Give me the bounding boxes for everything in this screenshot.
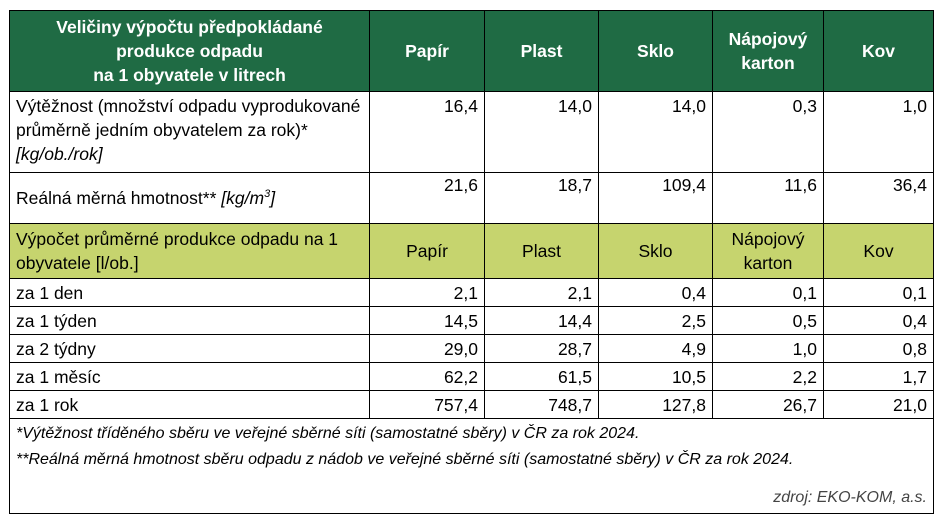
density-value-glass: 109,4 xyxy=(599,173,713,224)
header-col-beverage-carton: Nápojový karton xyxy=(713,11,824,92)
main-header-title-line: Veličiny výpočtu předpokládané xyxy=(56,17,323,37)
footnotes-cell xyxy=(10,419,934,514)
row-value-glass: 0,4 xyxy=(599,279,713,307)
density-value-paper: 21,6 xyxy=(370,173,485,224)
row-value-beverage-carton: 2,2 xyxy=(713,363,824,391)
yield-unit: [kg/ob./rok] xyxy=(16,144,103,164)
yield-value-beverage-carton: 0,3 xyxy=(713,92,824,173)
row-value-glass: 127,8 xyxy=(599,391,713,419)
table-row xyxy=(10,279,934,307)
yield-value-glass: 14,0 xyxy=(599,92,713,173)
row-value-metal: 0,8 xyxy=(824,335,934,363)
yield-label: Výtěžnost (množství odpadu vyprodukované průměrně jedním obyvatelem za rok)* xyxy=(16,96,361,140)
main-header-title-line: na 1 obyvatele v litrech xyxy=(93,65,286,85)
row-value-metal: 0,1 xyxy=(824,279,934,307)
row-value-glass: 2,5 xyxy=(599,307,713,335)
row-value-beverage-carton: 0,5 xyxy=(713,307,824,335)
row-value-plastic: 61,5 xyxy=(485,363,599,391)
main-header-title xyxy=(10,11,370,92)
main-header-title-line: produkce odpadu xyxy=(116,41,263,61)
row-label: za 1 měsíc xyxy=(10,363,370,391)
density-unit-end: ] xyxy=(270,188,276,208)
row-label: za 1 týden xyxy=(10,307,370,335)
row-value-paper: 62,2 xyxy=(370,363,485,391)
row-value-beverage-carton: 1,0 xyxy=(713,335,824,363)
yield-row xyxy=(10,92,934,173)
row-value-beverage-carton: 26,7 xyxy=(713,391,824,419)
density-value-beverage-carton: 11,6 xyxy=(713,173,824,224)
yield-label-cell xyxy=(10,92,370,173)
density-value-metal: 36,4 xyxy=(824,173,934,224)
row-value-paper: 29,0 xyxy=(370,335,485,363)
density-unit xyxy=(221,188,275,208)
calc-header-col-beverage-carton: Nápojový karton xyxy=(713,224,824,279)
row-value-plastic: 28,7 xyxy=(485,335,599,363)
row-label: za 2 týdny xyxy=(10,335,370,363)
density-label: Reálná měrná hmotnost** xyxy=(16,188,217,208)
calc-header-col-metal: Kov xyxy=(824,224,934,279)
main-header-row xyxy=(10,11,934,92)
header-col-glass: Sklo xyxy=(599,11,713,92)
row-value-plastic: 2,1 xyxy=(485,279,599,307)
row-value-glass: 10,5 xyxy=(599,363,713,391)
row-value-plastic: 748,7 xyxy=(485,391,599,419)
density-label-cell xyxy=(10,173,370,224)
header-col-paper: Papír xyxy=(370,11,485,92)
density-unit-exponent: 3 xyxy=(264,188,271,201)
table-row xyxy=(10,335,934,363)
table-row xyxy=(10,307,934,335)
row-value-paper: 2,1 xyxy=(370,279,485,307)
yield-value-paper: 16,4 xyxy=(370,92,485,173)
footnote-density: **Reálná měrná hmotnost sběru odpadu z nádob ve veřejné sběrné síti (samostatné sběry) v ČR za rok 2024. xyxy=(16,451,794,468)
density-row xyxy=(10,173,934,224)
row-value-metal: 21,0 xyxy=(824,391,934,419)
row-value-metal: 1,7 xyxy=(824,363,934,391)
footnote-yield: *Výtěžnost tříděného sběru ve veřejné sběrné síti (samostatné sběry) v ČR za rok 2024. xyxy=(16,425,640,442)
calc-header-title: Výpočet průměrné produkce odpadu na 1 obyvatele [l/ob.] xyxy=(10,224,370,279)
row-label: za 1 den xyxy=(10,279,370,307)
density-unit-base: [kg/m xyxy=(221,188,265,208)
header-col-metal: Kov xyxy=(824,11,934,92)
table-row xyxy=(10,363,934,391)
table-row xyxy=(10,391,934,419)
waste-production-table-wrapper xyxy=(9,10,933,514)
row-value-plastic: 14,4 xyxy=(485,307,599,335)
row-label: za 1 rok xyxy=(10,391,370,419)
calc-header-col-plastic: Plast xyxy=(485,224,599,279)
calc-header-col-paper: Papír xyxy=(370,224,485,279)
row-value-paper: 14,5 xyxy=(370,307,485,335)
row-value-beverage-carton: 0,1 xyxy=(713,279,824,307)
calc-header-col-glass: Sklo xyxy=(599,224,713,279)
calc-header-row xyxy=(10,224,934,279)
yield-value-plastic: 14,0 xyxy=(485,92,599,173)
source-note: zdroj: EKO-KOM, a.s. xyxy=(773,489,927,506)
row-value-paper: 757,4 xyxy=(370,391,485,419)
yield-value-metal: 1,0 xyxy=(824,92,934,173)
row-value-glass: 4,9 xyxy=(599,335,713,363)
header-col-plastic: Plast xyxy=(485,11,599,92)
row-value-metal: 0,4 xyxy=(824,307,934,335)
waste-production-table xyxy=(9,10,934,514)
density-value-plastic: 18,7 xyxy=(485,173,599,224)
footnotes-row xyxy=(10,419,934,514)
